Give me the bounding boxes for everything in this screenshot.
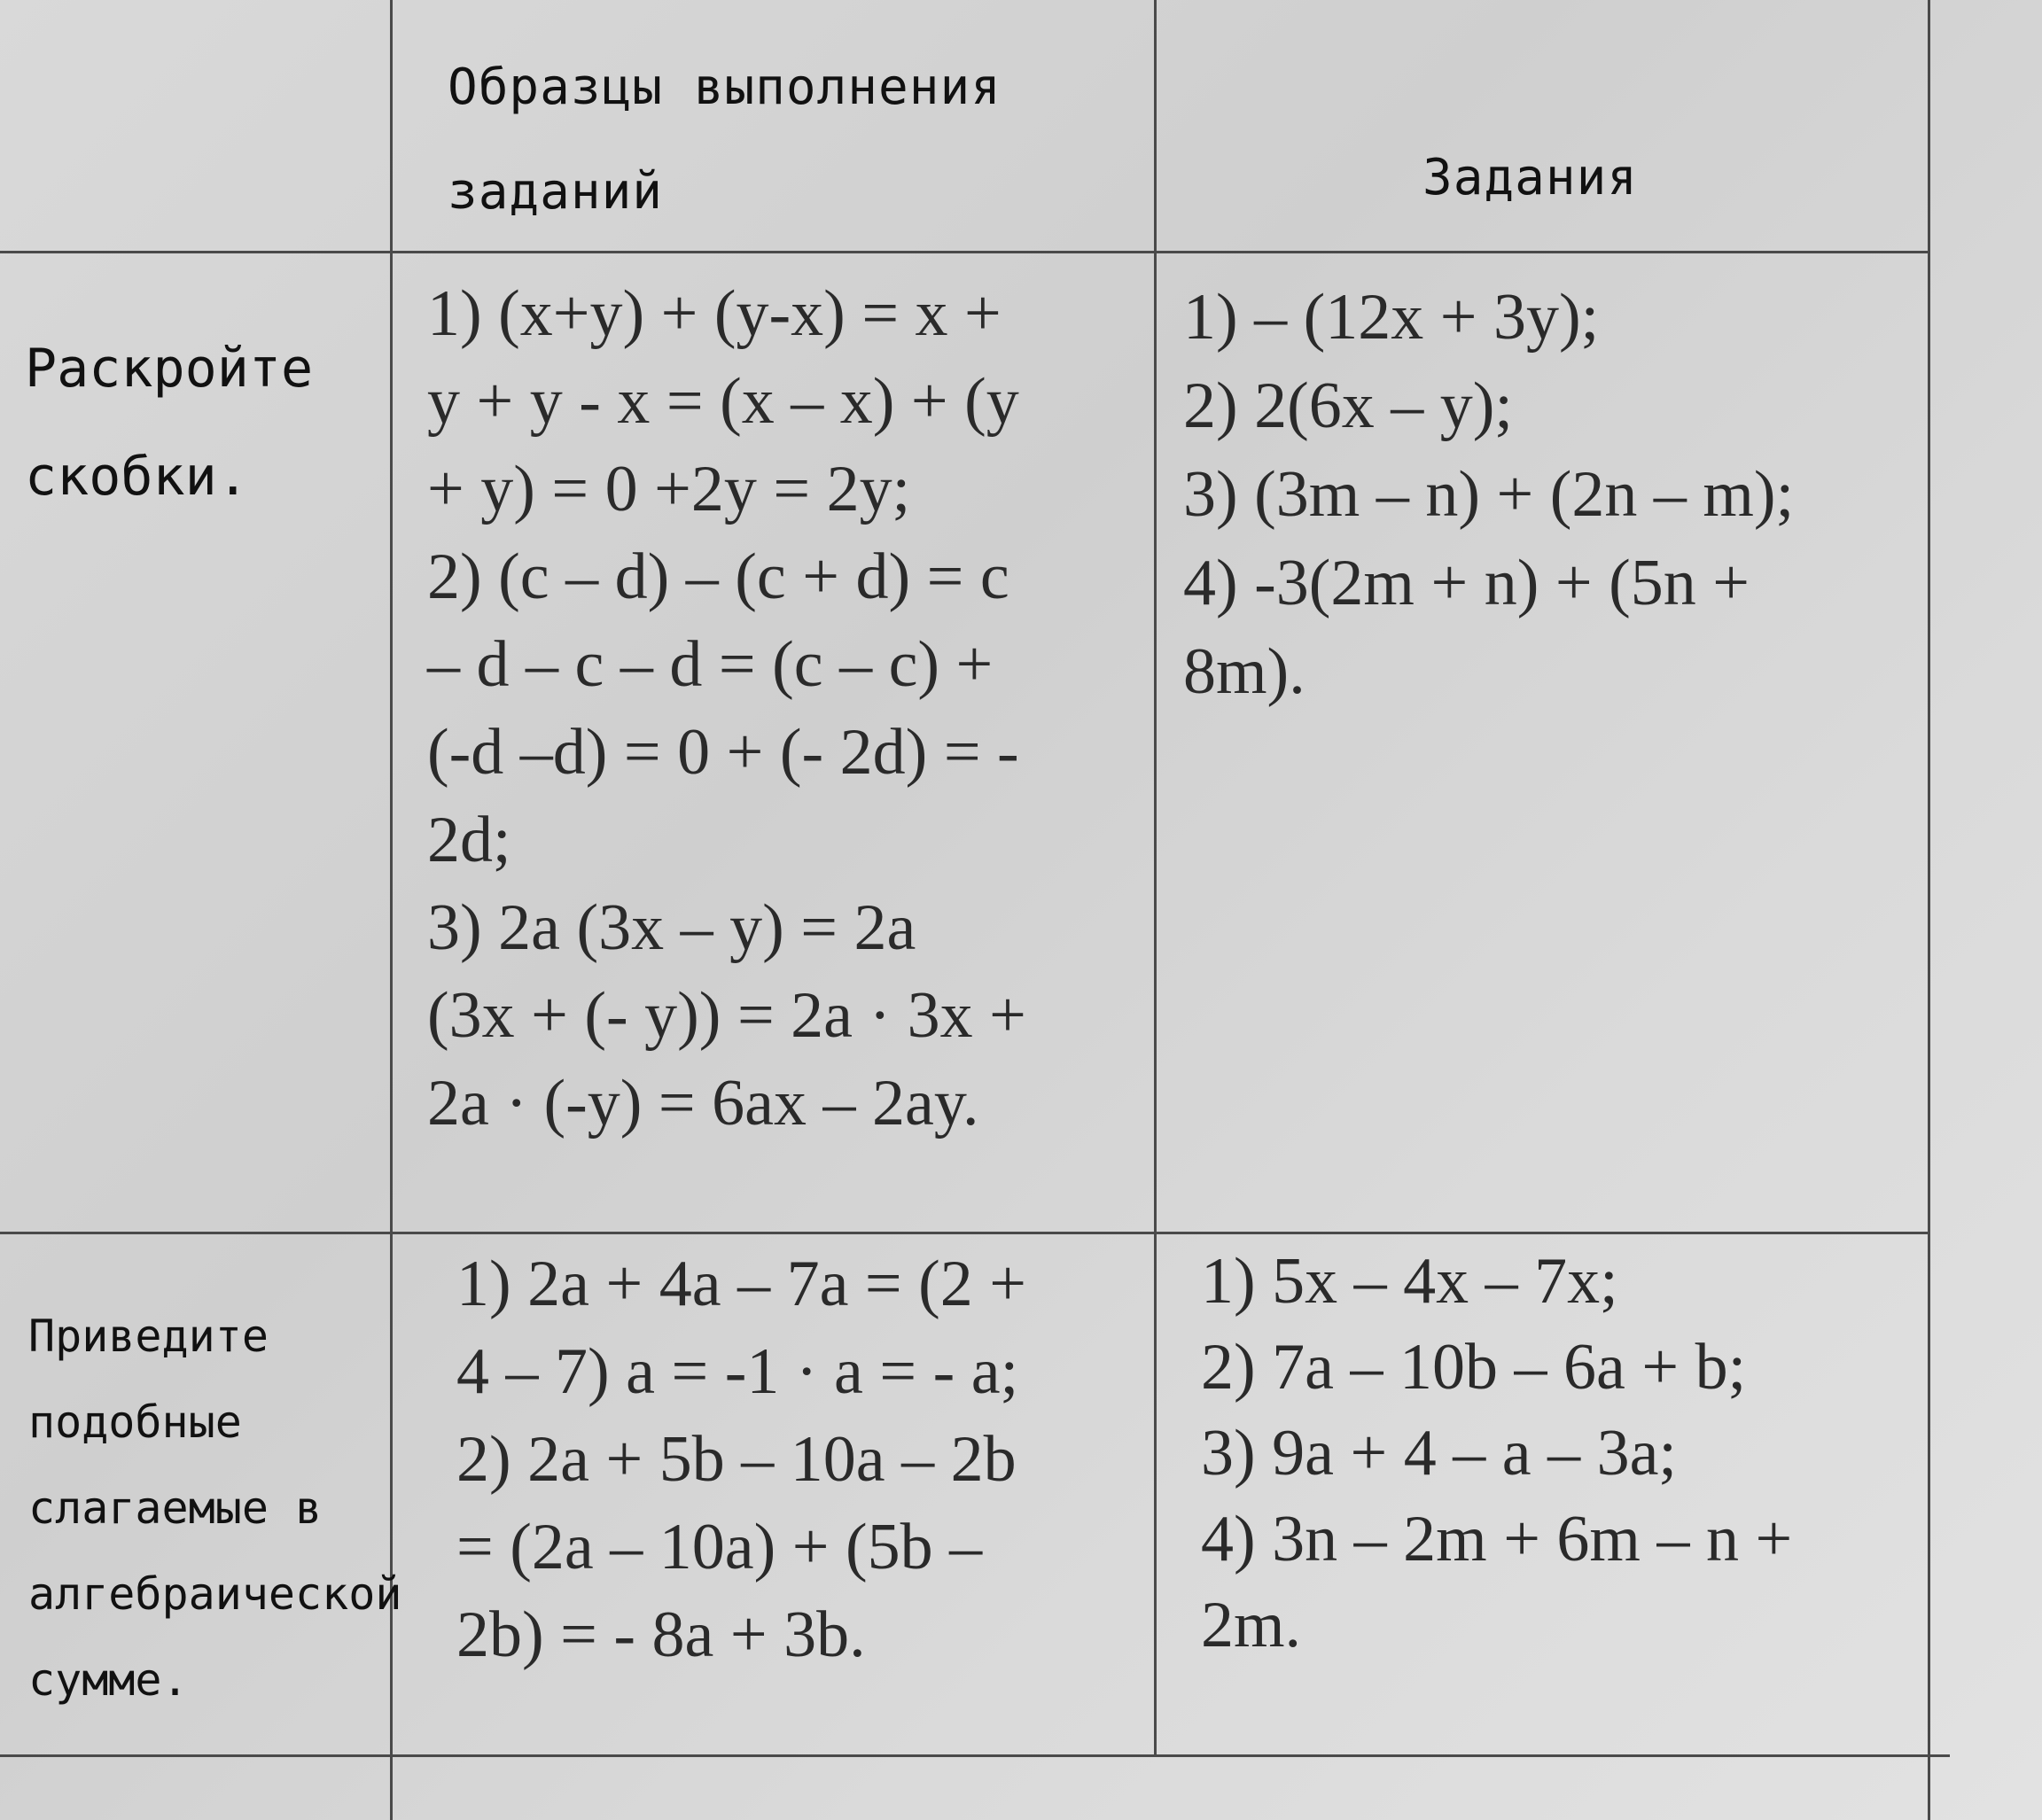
- row2-example-line: 1) 2a + 4a – 7a = (2 +: [456, 1248, 1027, 1320]
- row1-task-line: 2) 2(6x – y);: [1183, 369, 1513, 442]
- row1-examples: [427, 270, 1026, 1147]
- row1-example-line: – d – c – d = (c – c) +: [427, 628, 994, 701]
- row2-task-line: 3) 9a + 4 – a – 3a;: [1201, 1417, 1677, 1489]
- row1-example-line: y + y - x = (x – x) + (y: [427, 365, 1019, 438]
- row1-label-line1: Раскройте: [25, 338, 314, 400]
- header-examples: [448, 35, 1002, 245]
- header-examples-line2: заданий: [448, 163, 664, 221]
- row2-label-line: подобные: [28, 1396, 242, 1448]
- row1-task-line: 3) (3m – n) + (2n – m);: [1183, 458, 1795, 531]
- row1-example-line: 3) 2a (3x – y) = 2a: [427, 891, 916, 964]
- row2-label-line: алгебраической: [28, 1568, 402, 1620]
- row1-tasks: [1183, 273, 1794, 716]
- row1-example-line: 1) (x+y) + (y-x) = x +: [427, 277, 1002, 350]
- row1-example-line: 2) (c – d) – (c + d) = c: [427, 541, 1009, 613]
- row2-tasks: [1201, 1239, 1792, 1668]
- header-tasks: Задания: [1422, 149, 1639, 206]
- row2-task-line: 2) 7a – 10b – 6a + b;: [1201, 1331, 1747, 1404]
- row1-label-line2: скобки.: [25, 446, 249, 508]
- vertical-line-3: [1928, 0, 1930, 1820]
- horizontal-line-header: [0, 251, 1930, 253]
- row1-task-line: 4) -3(2m + n) + (5n +: [1183, 547, 1750, 619]
- vertical-line-2: [1154, 0, 1157, 1754]
- row2-examples: [456, 1241, 1026, 1679]
- row2-label-line: Приведите: [28, 1311, 269, 1362]
- row2-label-line: сумме.: [28, 1654, 189, 1706]
- row2-example-line: 4 – 7) a = -1 · a = - a;: [456, 1335, 1019, 1408]
- row1-example-line: + y) = 0 +2y = 2y;: [427, 453, 911, 525]
- row1-example-line: 2a · (-y) = 6ax – 2ay.: [427, 1067, 979, 1139]
- row2-example-line: 2b) = - 8a + 3b.: [456, 1598, 866, 1671]
- row1-task-line: 1) – (12x + 3y);: [1183, 281, 1600, 354]
- row1-label: [25, 315, 313, 531]
- row2-label: [28, 1294, 401, 1723]
- row2-task-line: 1) 5x – 4x – 7x;: [1201, 1245, 1618, 1318]
- row1-example-line: (3x + (- y)) = 2a · 3x +: [427, 979, 1026, 1052]
- horizontal-line-row1: [0, 1232, 1930, 1234]
- row1-example-line: (-d –d) = 0 + (- 2d) = -: [427, 716, 1019, 789]
- row2-example-line: = (2a – 10a) + (5b –: [456, 1511, 983, 1583]
- row1-task-line: 8m).: [1183, 635, 1305, 708]
- horizontal-line-row2: [0, 1754, 1950, 1757]
- row2-task-line: 2m.: [1201, 1589, 1302, 1661]
- header-examples-line1: Образцы выполнения: [448, 58, 1002, 116]
- row2-task-line: 4) 3n – 2m + 6m – n +: [1201, 1503, 1793, 1575]
- row2-label-line: слагаемые в: [28, 1482, 323, 1534]
- row2-example-line: 2) 2a + 5b – 10a – 2b: [456, 1423, 1017, 1496]
- row1-example-line: 2d;: [427, 804, 511, 876]
